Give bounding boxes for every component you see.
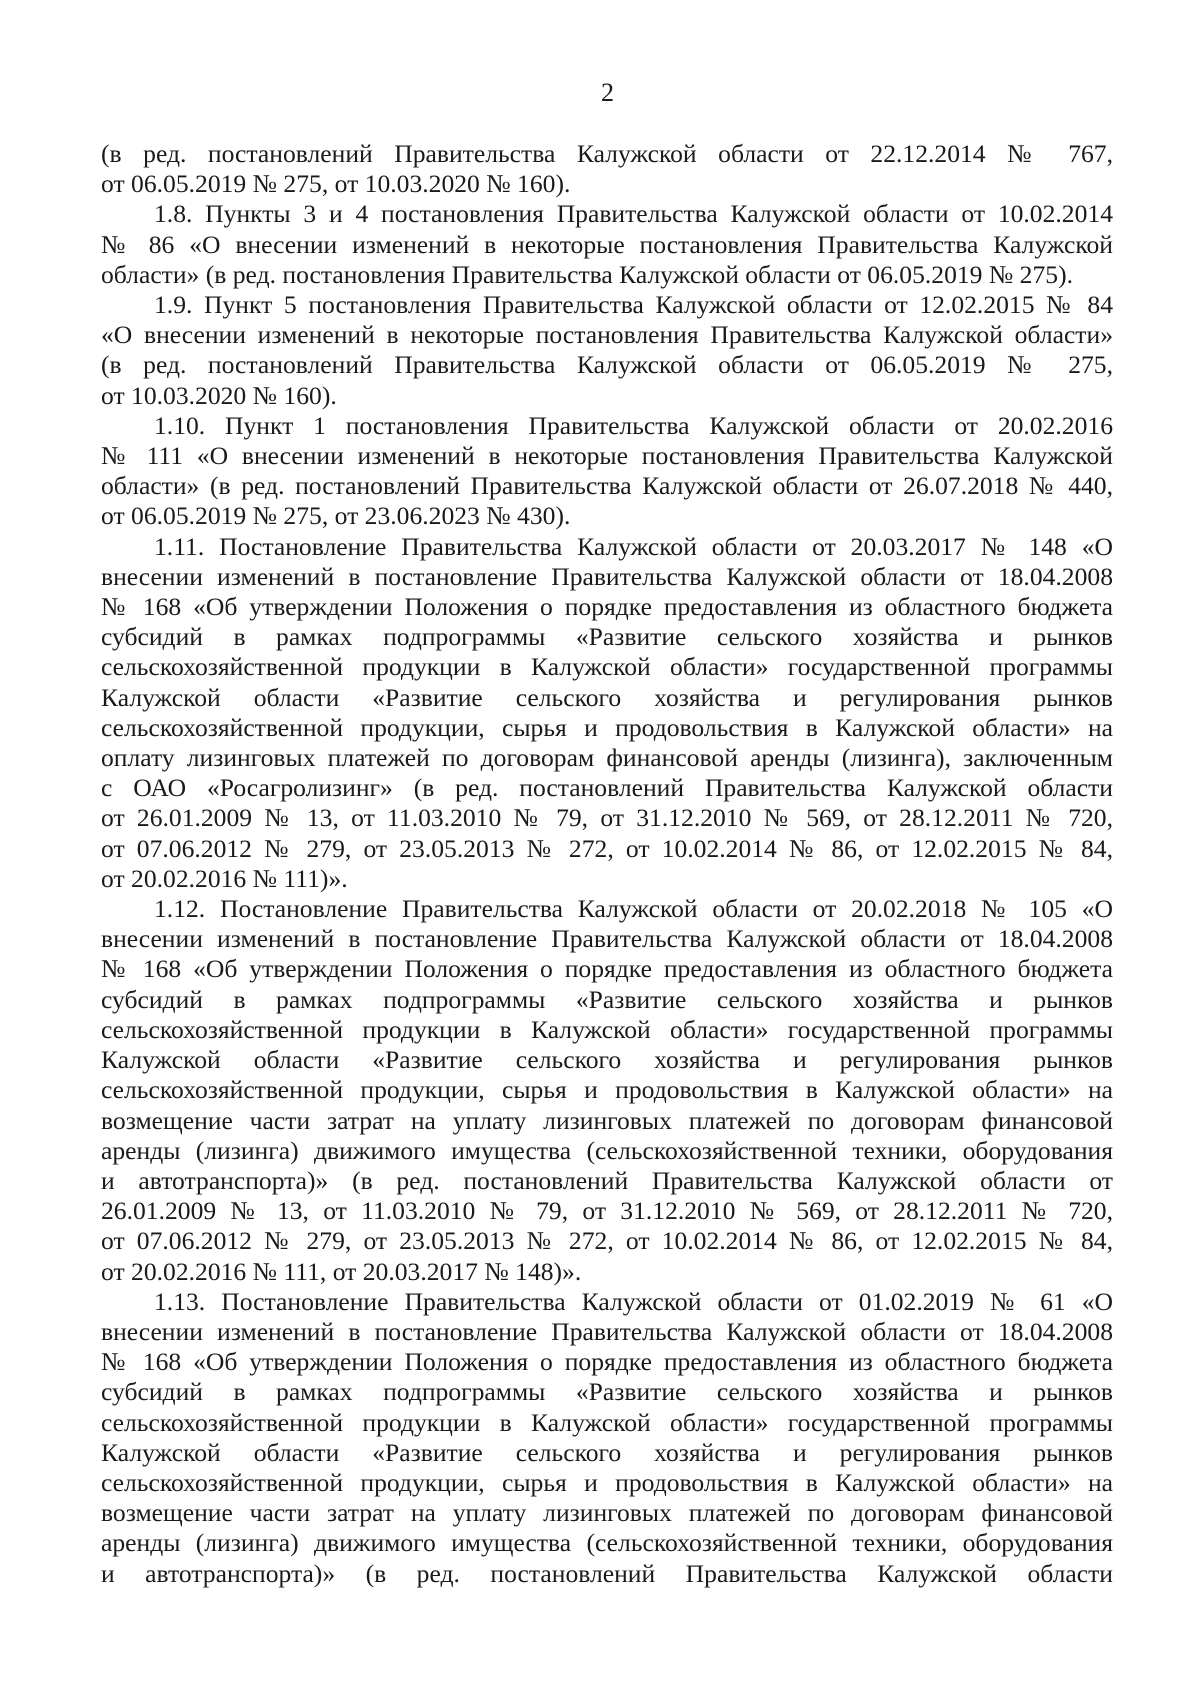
text-line: внесении изменений в постановление Правительства Калужской области от 18.04.2008 bbox=[101, 561, 1113, 591]
text-line: внесении изменений в постановление Правительства Калужской области от 18.04.2008 bbox=[101, 924, 1113, 954]
text-line: сельскохозяйственной продукции в Калужской области» государственной программы bbox=[101, 1014, 1113, 1044]
text-line: субсидий в рамках подпрограммы «Развитие сельского хозяйства и рынков bbox=[101, 1377, 1113, 1407]
text-line: (в ред. постановлений Правительства Калужской области от 22.12.2014 № 767, bbox=[101, 139, 1113, 168]
text-line: № 168 «Об утверждении Положения о порядке предоставления из областного бюджета bbox=[101, 954, 1113, 984]
text-line: аренды (лизинга) движимого имущества (сельскохозяйственной техники, оборудования bbox=[101, 1528, 1113, 1558]
text-line: области» (в ред. постановления Правительства Калужской области от 06.05.2019 № 275). bbox=[101, 259, 1073, 289]
text-line: возмещение части затрат на уплату лизинговых платежей по договорам финансовой bbox=[101, 1105, 1113, 1135]
text-line: Калужской области «Развитие сельского хозяйства и регулирования рынков bbox=[101, 682, 1113, 712]
text-line: от 20.02.2016 № 111)». bbox=[101, 863, 348, 893]
text-line: сельскохозяйственной продукции, сырья и продовольствия в Калужской области» на bbox=[101, 712, 1113, 742]
text-line: от 26.01.2009 № 13, от 11.03.2010 № 79, от 31.12.2010 № 569, от 28.12.2011 № 720, bbox=[101, 803, 1113, 833]
document-body bbox=[101, 139, 1113, 1589]
text-line: от 07.06.2012 № 279, от 23.05.2013 № 272, от 10.02.2014 № 86, от 12.02.2015 № 84, bbox=[101, 1226, 1113, 1256]
page-number: 2 bbox=[601, 78, 614, 107]
text-line: оплату лизинговых платежей по договорам финансовой аренды (лизинга), заключенным bbox=[101, 743, 1113, 773]
text-line: 1.11. Постановление Правительства Калужской области от 20.03.2017 № 148 «О bbox=[154, 531, 1113, 561]
text-line: № 168 «Об утверждении Положения о порядке предоставления из областного бюджета bbox=[101, 1347, 1113, 1377]
text-line: «О внесении изменений в некоторые постановления Правительства Калужской области» bbox=[101, 320, 1113, 350]
text-line: № 111 «О внесении изменений в некоторые постановления Правительства Калужской bbox=[101, 441, 1113, 471]
text-line: от 06.05.2019 № 275, от 10.03.2020 № 160). bbox=[101, 169, 571, 199]
text-line: Калужской области «Развитие сельского хозяйства и регулирования рынков bbox=[101, 1437, 1113, 1467]
paragraph-item-1-10 bbox=[101, 411, 1113, 532]
text-line: № 168 «Об утверждении Положения о порядке предоставления из областного бюджета bbox=[101, 592, 1113, 622]
text-line: 1.9. Пункт 5 постановления Правительства Калужской области от 12.02.2015 № 84 bbox=[154, 290, 1113, 320]
text-line: сельскохозяйственной продукции в Калужской области» государственной программы bbox=[101, 652, 1113, 682]
paragraph-item-1-11 bbox=[101, 532, 1113, 894]
text-line: 1.10. Пункт 1 постановления Правительства Калужской области от 20.02.2016 bbox=[154, 410, 1113, 440]
text-line: с ОАО «Росагролизинг» (в ред. постановлений Правительства Калужской области bbox=[101, 773, 1113, 803]
text-line: сельскохозяйственной продукции, сырья и продовольствия в Калужской области» на bbox=[101, 1075, 1113, 1105]
text-line: 1.12. Постановление Правительства Калужской области от 20.02.2018 № 105 «О bbox=[154, 894, 1113, 924]
text-line: субсидий в рамках подпрограммы «Развитие сельского хозяйства и рынков bbox=[101, 622, 1113, 652]
text-line: аренды (лизинга) движимого имущества (сельскохозяйственной техники, оборудования bbox=[101, 1135, 1113, 1165]
text-line: 1.8. Пункты 3 и 4 постановления Правительства Калужской области от 10.02.2014 bbox=[154, 199, 1113, 229]
paragraph-item-1-13 bbox=[101, 1287, 1113, 1589]
text-line: 26.01.2009 № 13, от 11.03.2010 № 79, от 31.12.2010 № 569, от 28.12.2011 № 720, bbox=[101, 1196, 1113, 1226]
text-line: возмещение части затрат на уплату лизинговых платежей по договорам финансовой bbox=[101, 1498, 1113, 1528]
text-line: № 86 «О внесении изменений в некоторые постановления Правительства Калужской bbox=[101, 229, 1113, 259]
paragraph-item-1-12 bbox=[101, 894, 1113, 1287]
text-line: от 20.02.2016 № 111, от 20.03.2017 № 148)». bbox=[101, 1256, 582, 1286]
text-line: области» (в ред. постановлений Правительства Калужской области от 26.07.2018 № 440, bbox=[101, 471, 1113, 501]
text-line: (в ред. постановлений Правительства Калужской области от 06.05.2019 № 275, bbox=[101, 350, 1113, 380]
text-line: Калужской области «Развитие сельского хозяйства и регулирования рынков bbox=[101, 1045, 1113, 1075]
text-line: субсидий в рамках подпрограммы «Развитие сельского хозяйства и рынков bbox=[101, 984, 1113, 1014]
text-line: 1.13. Постановление Правительства Калужской области от 01.02.2019 № 61 «О bbox=[154, 1286, 1113, 1316]
text-line: сельскохозяйственной продукции в Калужской области» государственной программы bbox=[101, 1407, 1113, 1437]
paragraph-cont-1-7 bbox=[101, 139, 1113, 199]
text-line: и автотранспорта)» (в ред. постановлений Правительства Калужской области bbox=[101, 1558, 1113, 1588]
paragraph-item-1-9 bbox=[101, 290, 1113, 411]
text-line: от 06.05.2019 № 275, от 23.06.2023 № 430). bbox=[101, 501, 571, 531]
text-line: и автотранспорта)» (в ред. постановлений Правительства Калужской области от bbox=[101, 1165, 1113, 1195]
text-line: от 07.06.2012 № 279, от 23.05.2013 № 272, от 10.02.2014 № 86, от 12.02.2015 № 84, bbox=[101, 833, 1113, 863]
text-line: от 10.03.2020 № 160). bbox=[101, 380, 337, 410]
paragraph-item-1-8 bbox=[101, 199, 1113, 290]
text-line: сельскохозяйственной продукции, сырья и продовольствия в Калужской области» на bbox=[101, 1467, 1113, 1497]
text-line: внесении изменений в постановление Правительства Калужской области от 18.04.2008 bbox=[101, 1316, 1113, 1346]
